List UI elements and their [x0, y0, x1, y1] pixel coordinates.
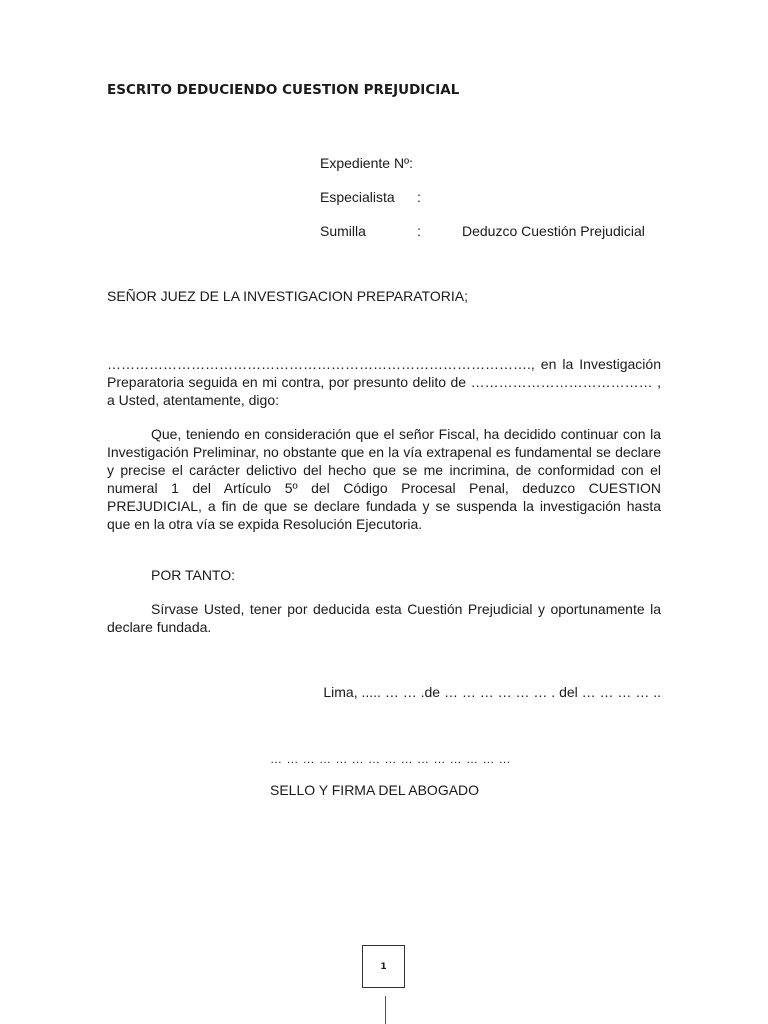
meta-colon-especialista: :	[417, 189, 421, 205]
meta-row-expediente	[320, 155, 665, 189]
meta-value-sumilla: Deduzco Cuestión Prejudicial	[462, 223, 645, 239]
case-metadata	[320, 155, 665, 257]
signature-label: SELLO Y FIRMA DEL ABOGADO	[270, 782, 480, 798]
meta-row-sumilla	[320, 223, 665, 257]
meta-colon-sumilla: :	[417, 223, 421, 239]
addressee: SEÑOR JUEZ DE LA INVESTIGACION PREPARATORIA;	[107, 288, 468, 304]
request-paragraph: Sírvase Usted, tener por deducida esta Cuestión Prejudicial y oportunamente la declare fundada.	[107, 601, 661, 635]
signature-line: … … … … … … … … … … … … … … …	[270, 752, 512, 766]
document-title: ESCRITO DEDUCIENDO CUESTION PREJUDICIAL	[107, 82, 460, 98]
meta-label-expediente: Expediente Nº:	[320, 155, 414, 171]
page-number-tick	[385, 996, 386, 1024]
place-date-line: Lima, ..... … … .de … … … … … … . del … … … … ..	[323, 684, 661, 700]
meta-label-sumilla: Sumilla	[320, 223, 366, 239]
por-tanto-paragraph: POR TANTO:	[151, 567, 236, 583]
meta-label-especialista: Especialista	[320, 189, 395, 205]
page-number: 1	[362, 945, 405, 988]
intro-paragraph: ………………………………………………………………………………., en la Investigación Preparatoria seguida en mi contra, por presunto delito de ………………………………… , a Usted, atentamente, digo:	[107, 356, 661, 408]
body-paragraph: Que, teniendo en consideración que el señor Fiscal, ha decidido continuar con la Investigación Preliminar, no obstante que en la vía extrapenal es fundamental se declare y precise el carácter delictivo del hecho que se me incrimina, de conformidad con el numeral 1 del Artículo 5º del Código Procesal Penal, deduzco CUESTION PREJUDICIAL, a fin de que se declare fundada y se suspenda la investigación hasta que en la otra vía se expida Resolución Ejecutoria.	[107, 426, 661, 532]
meta-row-especialista	[320, 189, 665, 223]
